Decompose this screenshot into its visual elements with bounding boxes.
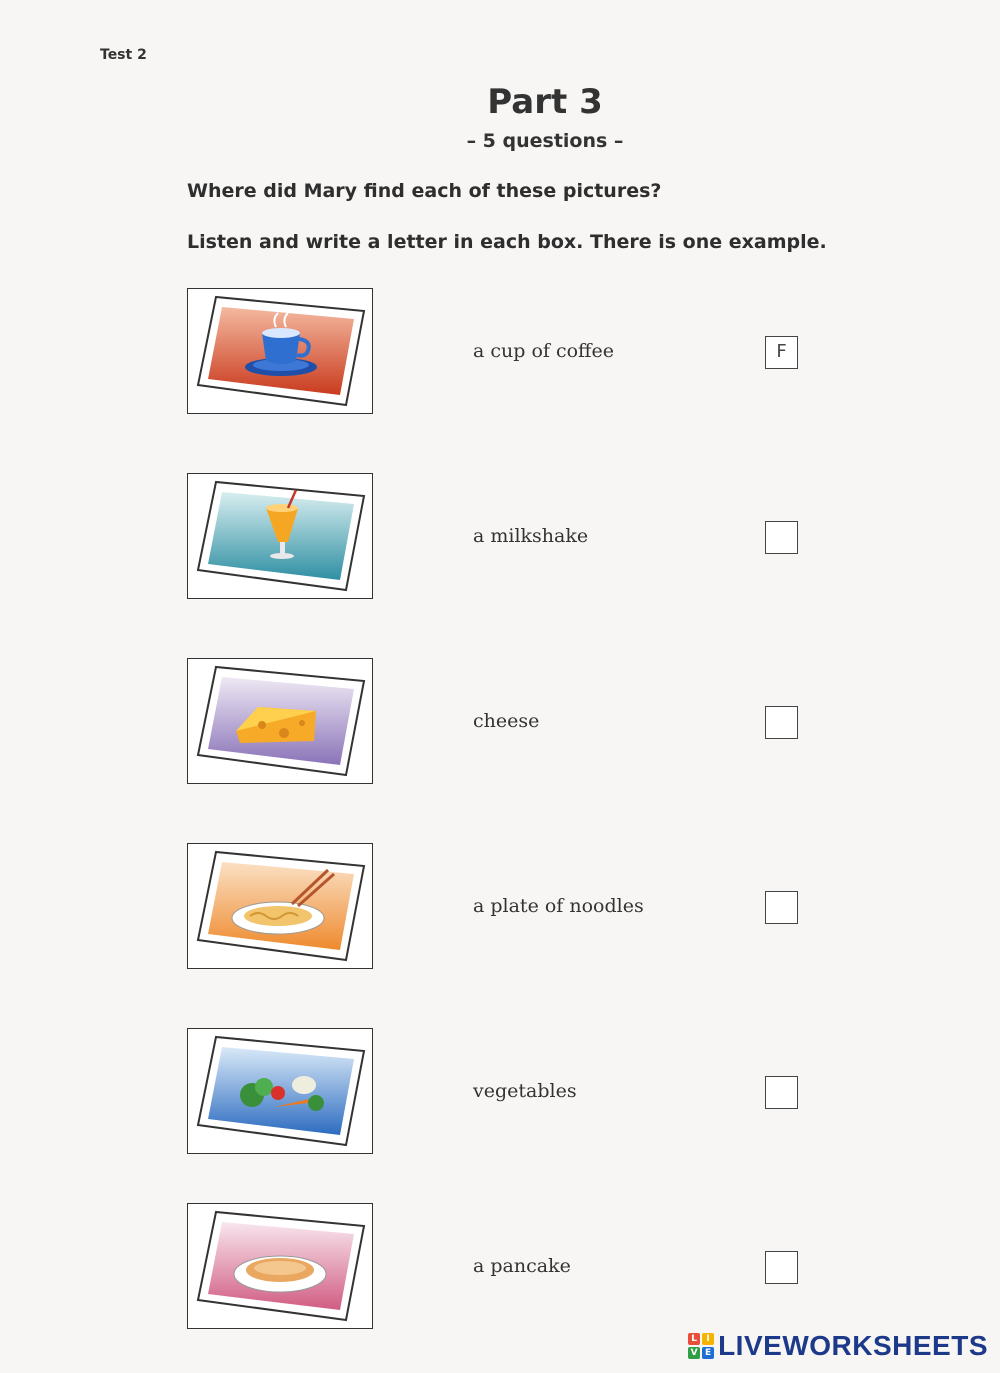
item-label: a pancake <box>473 1255 571 1277</box>
answer-box[interactable] <box>765 891 798 924</box>
milkshake-icon <box>188 474 373 599</box>
picture-frame <box>187 843 373 969</box>
test-label: Test 2 <box>100 47 147 63</box>
item-label: a plate of noodles <box>473 895 644 917</box>
noodles-icon <box>188 844 373 969</box>
item-label: cheese <box>473 710 540 732</box>
brand-watermark <box>688 1330 988 1362</box>
liveworksheets-logo-icon: L I V E <box>688 1333 714 1359</box>
coffee-cup-icon <box>188 289 373 414</box>
item-label: a cup of coffee <box>473 340 615 362</box>
cheese-icon <box>188 659 373 784</box>
list-item <box>0 288 1000 418</box>
picture-frame <box>187 473 373 599</box>
item-label: vegetables <box>473 1080 577 1102</box>
picture-frame <box>187 1028 373 1154</box>
list-item <box>0 658 1000 788</box>
list-item <box>0 1203 1000 1333</box>
answer-box[interactable]: F <box>765 336 798 369</box>
question-text: Where did Mary find each of these pictures? <box>187 180 662 202</box>
vegetables-icon <box>188 1029 373 1154</box>
list-item <box>0 473 1000 603</box>
answer-box[interactable] <box>765 521 798 554</box>
picture-frame <box>187 288 373 414</box>
part-subtitle: – 5 questions – <box>466 130 624 152</box>
part-title: Part 3 <box>487 82 603 122</box>
pancake-icon <box>188 1204 373 1329</box>
item-label: a milkshake <box>473 525 589 547</box>
picture-frame <box>187 658 373 784</box>
answer-box[interactable] <box>765 1076 798 1109</box>
answer-box[interactable] <box>765 706 798 739</box>
list-item <box>0 843 1000 973</box>
brand-name: LIVEWORKSHEETS <box>718 1330 988 1361</box>
directions-text: Listen and write a letter in each box. There is one example. <box>187 231 827 253</box>
list-item <box>0 1028 1000 1158</box>
picture-frame <box>187 1203 373 1329</box>
answer-box[interactable] <box>765 1251 798 1284</box>
